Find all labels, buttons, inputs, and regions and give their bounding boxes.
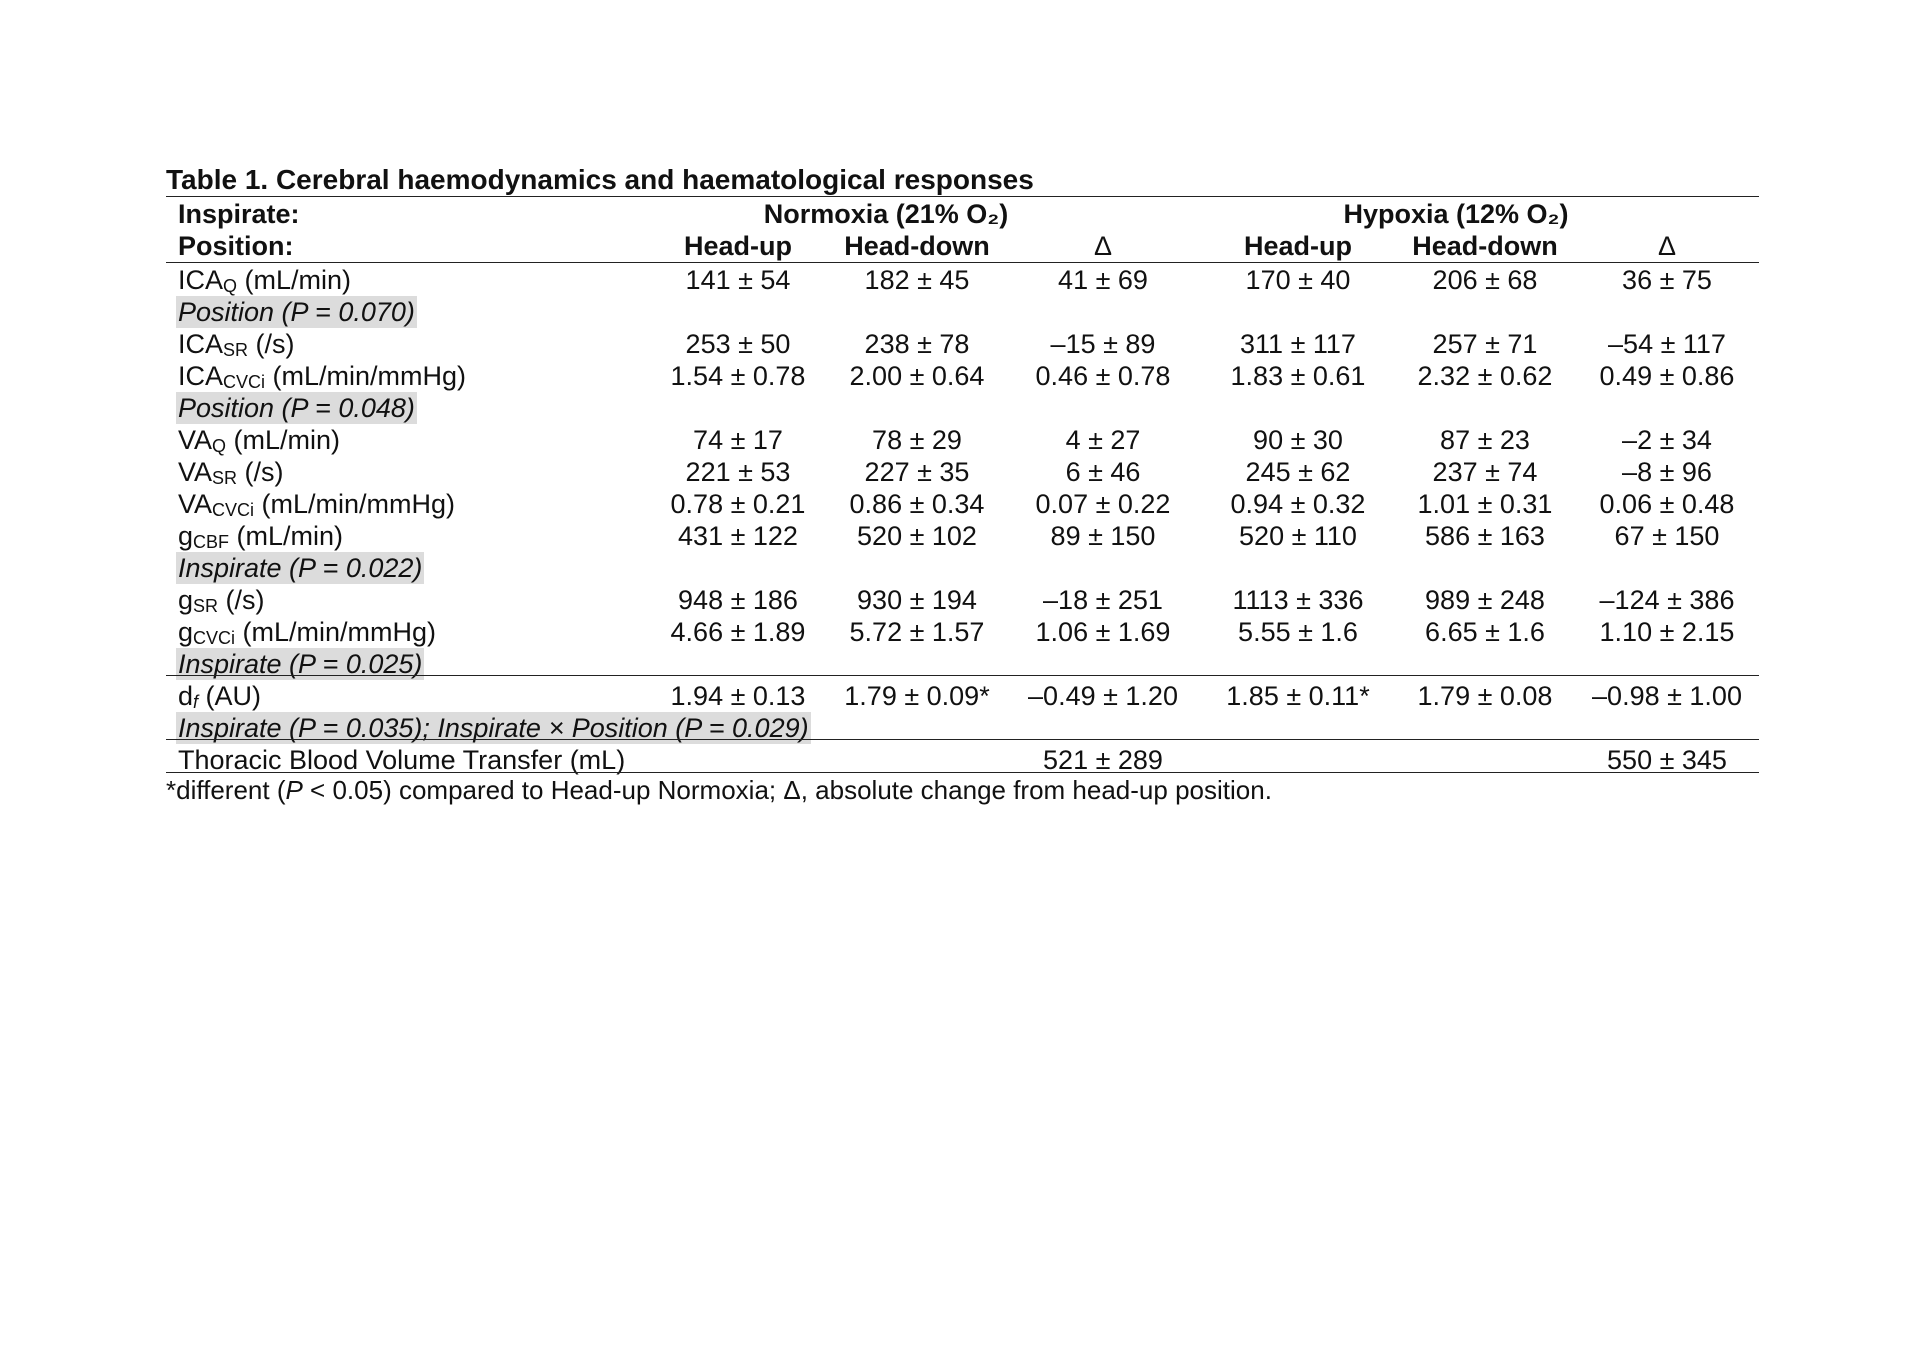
table-cell: 521 ± 289 xyxy=(1043,745,1163,775)
table-cell: 206 ± 68 xyxy=(1432,265,1538,295)
table-cell: 0.06 ± 0.48 xyxy=(1599,489,1735,519)
row-label-subscript: SR xyxy=(193,596,219,616)
table-cell: 238 ± 78 xyxy=(864,329,970,359)
table-row xyxy=(166,360,1759,392)
top-rule xyxy=(166,196,1759,197)
table-cell: 0.07 ± 0.22 xyxy=(1035,489,1171,519)
row-label-unit: (AU) xyxy=(198,681,262,711)
row-label-subscript: CVCi xyxy=(193,628,236,648)
table-cell: 5.72 ± 1.57 xyxy=(849,617,985,647)
stat-row xyxy=(166,296,1759,328)
table-row xyxy=(166,488,1759,520)
table-cell: 237 ± 74 xyxy=(1432,457,1538,487)
table-cell: 1.79 ± 0.09* xyxy=(844,681,990,711)
table-cell: 74 ± 17 xyxy=(693,425,783,455)
row-label-unit: (mL/min/mmHg) xyxy=(235,617,437,647)
table-row xyxy=(166,616,1759,648)
row-label xyxy=(178,488,455,520)
row-label-unit: (mL/min) xyxy=(226,425,341,455)
row-label-base: VA xyxy=(178,489,213,519)
table-cell: 520 ± 102 xyxy=(857,521,977,551)
row-label-base: d xyxy=(178,681,194,711)
table-cell: 4 ± 27 xyxy=(1065,425,1141,455)
header-rule xyxy=(166,262,1759,263)
table-footnote xyxy=(166,774,1272,806)
row-label-unit: (mL/min/mmHg) xyxy=(265,361,467,391)
table-cell: 170 ± 40 xyxy=(1245,265,1351,295)
row-label-subscript: SR xyxy=(212,468,238,488)
table-cell: 1.94 ± 0.13 xyxy=(670,681,806,711)
stat-label: Inspirate (P = 0.022) xyxy=(178,553,423,583)
table-cell: 36 ± 75 xyxy=(1622,265,1712,295)
table-cell: 0.94 ± 0.32 xyxy=(1230,489,1366,519)
row-label xyxy=(178,520,343,552)
table-cell: 6 ± 46 xyxy=(1065,457,1141,487)
table-cell: 2.00 ± 0.64 xyxy=(849,361,985,391)
table-cell: 1.83 ± 0.61 xyxy=(1230,361,1366,391)
stat-label: Position (P = 0.070) xyxy=(178,297,415,327)
col-hypoxia-delta: Δ xyxy=(1657,231,1677,261)
table-cell: 311 ± 117 xyxy=(1240,329,1356,359)
inspirate-label: Inspirate: xyxy=(178,199,300,229)
table-row xyxy=(166,456,1759,488)
row-label-base: VA xyxy=(178,457,213,487)
table-cell: –0.98 ± 1.00 xyxy=(1592,681,1742,711)
table-cell: 141 ± 54 xyxy=(685,265,791,295)
table-cell: 0.46 ± 0.78 xyxy=(1035,361,1171,391)
table-cell: 431 ± 122 xyxy=(678,521,798,551)
table-cell: 221 ± 53 xyxy=(685,457,791,487)
position-label: Position: xyxy=(178,231,294,261)
col-normoxia-head-up: Head-up xyxy=(684,231,792,261)
stat-label: Inspirate (P = 0.035); Inspirate × Position (P = 0.029) xyxy=(178,713,809,743)
table-cell: 89 ± 150 xyxy=(1050,521,1156,551)
table-cell: –15 ± 89 xyxy=(1050,329,1156,359)
table-cell: 227 ± 35 xyxy=(864,457,970,487)
row-label-unit: (/s) xyxy=(237,457,284,487)
table-cell: –0.49 ± 1.20 xyxy=(1028,681,1178,711)
table-cell: 586 ± 163 xyxy=(1425,521,1545,551)
row-label-unit: (mL/min) xyxy=(229,521,344,551)
row-label-base: g xyxy=(178,617,194,647)
table-cell: 245 ± 62 xyxy=(1245,457,1351,487)
row-label xyxy=(178,456,284,488)
bottom-rule xyxy=(166,772,1759,773)
table-cell: 253 ± 50 xyxy=(685,329,791,359)
footnote-part: *different ( xyxy=(166,775,286,805)
col-hypoxia-head-up: Head-up xyxy=(1244,231,1352,261)
normoxia-header: Normoxia (21% O₂) xyxy=(763,199,1009,229)
col-hypoxia-head-down: Head-down xyxy=(1412,231,1558,261)
row-label-unit: (/s) xyxy=(218,585,265,615)
table-cell: 90 ± 30 xyxy=(1253,425,1343,455)
table-cell: 2.32 ± 0.62 xyxy=(1417,361,1553,391)
row-label-subscript: Q xyxy=(223,276,238,296)
row-label-base: ICA xyxy=(178,265,224,295)
table-cell: 0.86 ± 0.34 xyxy=(849,489,985,519)
table-cell: 5.55 ± 1.6 xyxy=(1238,617,1358,647)
footnote-italic-p: P xyxy=(285,775,303,805)
col-normoxia-delta: Δ xyxy=(1093,231,1113,261)
table-cell: 1113 ± 336 xyxy=(1232,585,1364,615)
table-cell: –8 ± 96 xyxy=(1622,457,1712,487)
table-cell: 182 ± 45 xyxy=(864,265,970,295)
row-label-base: Thoracic Blood Volume Transfer xyxy=(178,745,563,775)
row-label-subscript: CBF xyxy=(193,532,230,552)
table-cell: 4.66 ± 1.89 xyxy=(670,617,806,647)
row-label-subscript: CVCi xyxy=(223,372,266,392)
stat-label: Position (P = 0.048) xyxy=(178,393,415,423)
table-cell: 1.06 ± 1.69 xyxy=(1035,617,1171,647)
col-normoxia-head-down: Head-down xyxy=(844,231,990,261)
table-cell: 1.85 ± 0.11* xyxy=(1226,681,1370,711)
table-row xyxy=(166,264,1759,296)
table-cell: 989 ± 248 xyxy=(1425,585,1545,615)
row-label-subscript: Q xyxy=(212,436,227,456)
footnote-part: < 0.05) compared to Head-up Normoxia; Δ, absolute change from head-up position. xyxy=(302,775,1272,805)
table-cell: 520 ± 110 xyxy=(1239,521,1357,551)
table-cell: 67 ± 150 xyxy=(1614,521,1720,551)
table-row xyxy=(166,584,1759,616)
table-cell: 948 ± 186 xyxy=(678,585,798,615)
table-row xyxy=(166,424,1759,456)
row-label-base: ICA xyxy=(178,329,224,359)
row-label-base: g xyxy=(178,585,194,615)
row-label-unit: (/s) xyxy=(248,329,295,359)
row-label xyxy=(178,680,261,712)
table-cell: 930 ± 194 xyxy=(857,585,977,615)
row-label xyxy=(178,264,351,296)
header-row-position xyxy=(166,230,1759,262)
table-cell: –2 ± 34 xyxy=(1622,425,1712,455)
header-row-inspirate xyxy=(166,198,1759,230)
table-cell: 1.10 ± 2.15 xyxy=(1599,617,1735,647)
table-cell: 550 ± 345 xyxy=(1607,745,1727,775)
stat-label: Inspirate (P = 0.025) xyxy=(178,649,423,679)
row-label-subscript: CVCi xyxy=(212,500,255,520)
hypoxia-header: Hypoxia (12% O₂) xyxy=(1343,199,1569,229)
table-cell: 0.49 ± 0.86 xyxy=(1599,361,1735,391)
rule-before-df xyxy=(166,675,1759,676)
table-row xyxy=(166,680,1759,712)
table-cell: 1.54 ± 0.78 xyxy=(670,361,806,391)
table-cell: –18 ± 251 xyxy=(1043,585,1163,615)
row-label-unit: (mL/min) xyxy=(237,265,352,295)
row-label xyxy=(178,584,265,616)
stat-row xyxy=(166,392,1759,424)
row-label-subscript: SR xyxy=(223,340,249,360)
table-cell: 87 ± 23 xyxy=(1440,425,1530,455)
table-caption: Table 1. Cerebral haemodynamics and haematological responses xyxy=(166,164,1034,195)
row-label xyxy=(178,328,295,360)
table-cell: 41 ± 69 xyxy=(1058,265,1148,295)
table-cell: 1.01 ± 0.31 xyxy=(1417,489,1553,519)
row-label-unit: (mL) xyxy=(562,745,626,775)
row-label-base: ICA xyxy=(178,361,224,391)
table-cell: 1.79 ± 0.08 xyxy=(1417,681,1553,711)
row-label-base: g xyxy=(178,521,194,551)
table-cell: 6.65 ± 1.6 xyxy=(1425,617,1545,647)
row-label-base: VA xyxy=(178,425,213,455)
rule-before-thoracic xyxy=(166,739,1759,740)
table-cell: –54 ± 117 xyxy=(1608,329,1726,359)
row-label xyxy=(178,360,466,392)
table-cell: 0.78 ± 0.21 xyxy=(670,489,806,519)
table-cell: –124 ± 386 xyxy=(1599,585,1735,615)
row-label-subscript: f xyxy=(193,692,199,712)
table-row xyxy=(166,520,1759,552)
table-row xyxy=(166,328,1759,360)
table-cell: 257 ± 71 xyxy=(1432,329,1538,359)
table-cell: 78 ± 29 xyxy=(872,425,962,455)
row-label xyxy=(178,424,340,456)
row-label xyxy=(178,616,436,648)
row-label-unit: (mL/min/mmHg) xyxy=(254,489,456,519)
stat-row xyxy=(166,552,1759,584)
